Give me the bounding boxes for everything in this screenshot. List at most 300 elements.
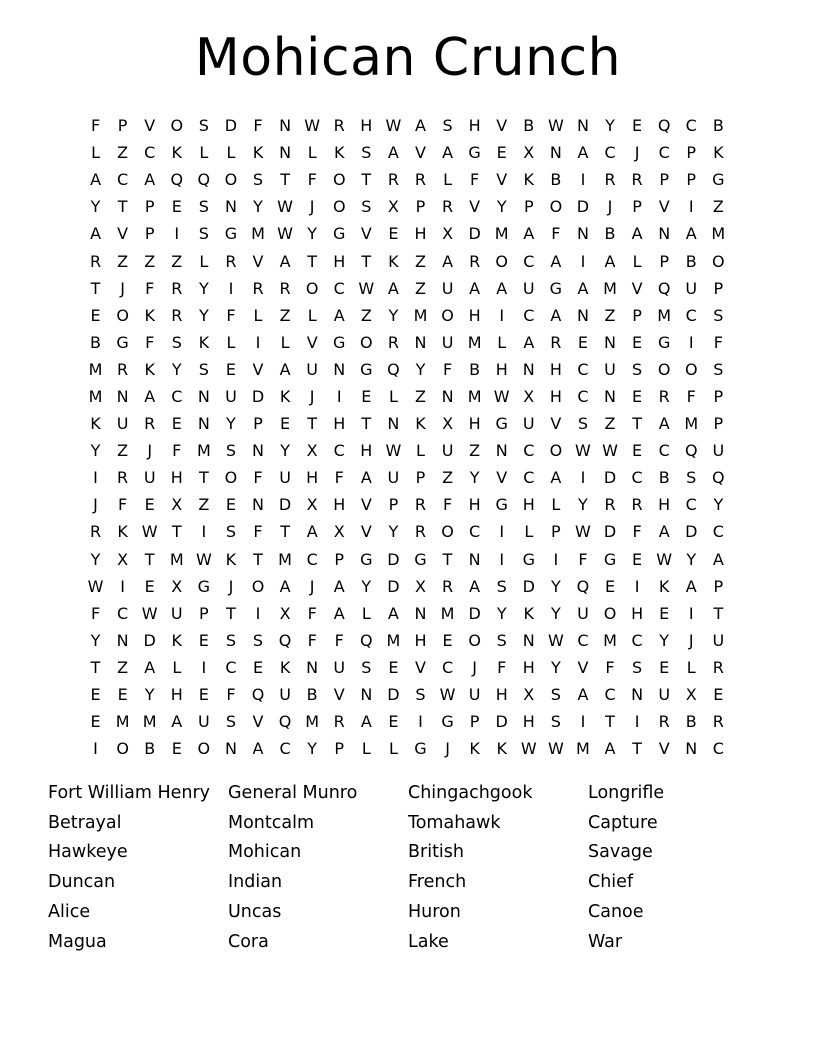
grid-letter: C bbox=[577, 386, 589, 406]
grid-letter: W bbox=[575, 522, 591, 542]
grid-letter: G bbox=[414, 549, 427, 569]
grid-letter: K bbox=[198, 332, 210, 352]
grid-letter: H bbox=[468, 414, 481, 434]
grid-letter: S bbox=[361, 657, 372, 677]
grid-letter: O bbox=[170, 116, 184, 136]
grid-letter: I bbox=[688, 332, 694, 352]
grid-letter: T bbox=[307, 414, 318, 434]
grid-letter: N bbox=[604, 386, 616, 406]
grid-letter: W bbox=[358, 278, 375, 298]
grid-letter: B bbox=[712, 116, 724, 136]
grid-letter: Z bbox=[117, 251, 129, 271]
grid-letter: X bbox=[523, 386, 535, 406]
grid-letter: Z bbox=[360, 305, 372, 325]
grid-letter: F bbox=[334, 468, 344, 488]
grid-letter: V bbox=[252, 359, 264, 379]
grid-letter: H bbox=[333, 495, 346, 515]
word-list-item: Chingachgook bbox=[408, 782, 533, 803]
grid-letter: C bbox=[685, 116, 697, 136]
grid-letter: J bbox=[309, 576, 315, 596]
grid-letter: C bbox=[712, 522, 724, 542]
grid-letter: W bbox=[141, 522, 158, 542]
grid-letter: R bbox=[658, 386, 670, 406]
grid-letter: B bbox=[550, 170, 562, 190]
grid-letter: C bbox=[631, 468, 643, 488]
grid-letter: N bbox=[252, 495, 264, 515]
grid-letter: P bbox=[415, 197, 426, 217]
grid-letter: I bbox=[93, 468, 98, 488]
word-list-item: Tomahawk bbox=[408, 812, 501, 833]
grid-letter: I bbox=[499, 549, 505, 569]
word-list-item: Indian bbox=[228, 872, 283, 893]
grid-letter: C bbox=[117, 170, 129, 190]
grid-letter: F bbox=[253, 468, 263, 488]
grid-letter: I bbox=[634, 576, 640, 596]
grid-letter: V bbox=[360, 224, 372, 244]
grid-letter: E bbox=[90, 685, 101, 705]
grid-letter: N bbox=[333, 359, 346, 379]
grid-letter: O bbox=[468, 630, 481, 650]
grid-letter: R bbox=[604, 170, 616, 190]
grid-letter: I bbox=[580, 251, 586, 271]
grid-letter: H bbox=[333, 251, 346, 271]
grid-letter: H bbox=[522, 495, 535, 515]
grid-letter: N bbox=[197, 386, 210, 406]
grid-row bbox=[82, 708, 732, 735]
grid-letter: A bbox=[577, 143, 589, 163]
grid-letter: C bbox=[685, 305, 697, 325]
grid-letter: P bbox=[388, 495, 399, 515]
grid-letter: V bbox=[252, 712, 264, 732]
grid-letter: C bbox=[712, 739, 724, 759]
grid-letter: S bbox=[171, 332, 182, 352]
grid-letter: K bbox=[713, 143, 724, 163]
grid-letter: A bbox=[387, 143, 399, 163]
grid-letter: O bbox=[116, 305, 129, 325]
grid-letter: K bbox=[279, 657, 291, 677]
grid-letter: Y bbox=[90, 441, 101, 461]
grid-letter: Y bbox=[686, 549, 697, 569]
grid-letter: S bbox=[225, 630, 236, 650]
grid-row bbox=[82, 627, 732, 654]
grid-row bbox=[82, 600, 732, 627]
grid-letter: M bbox=[386, 630, 401, 650]
grid-letter: H bbox=[468, 116, 481, 136]
grid-letter: E bbox=[388, 657, 399, 677]
grid-letter: I bbox=[93, 739, 98, 759]
grid-letter: U bbox=[143, 468, 156, 488]
grid-letter: Y bbox=[171, 359, 182, 379]
grid-letter: H bbox=[495, 359, 508, 379]
grid-letter: U bbox=[170, 603, 183, 623]
grid-letter: M bbox=[684, 414, 699, 434]
grid-letter: R bbox=[469, 251, 481, 271]
grid-letter: N bbox=[549, 143, 562, 163]
grid-letter: Z bbox=[442, 468, 454, 488]
grid-letter: A bbox=[685, 224, 697, 244]
grid-letter: I bbox=[228, 278, 234, 298]
grid-letter: E bbox=[171, 197, 182, 217]
grid-letter: E bbox=[280, 414, 291, 434]
grid-letter: A bbox=[387, 278, 399, 298]
grid-letter: K bbox=[415, 414, 426, 434]
grid-letter: D bbox=[468, 603, 481, 623]
grid-letter: R bbox=[604, 495, 616, 515]
grid-letter: N bbox=[576, 116, 589, 136]
grid-letter: H bbox=[414, 224, 427, 244]
grid-letter: O bbox=[332, 170, 346, 190]
grid-letter: S bbox=[198, 116, 209, 136]
grid-letter: N bbox=[387, 414, 400, 434]
grid-letter: I bbox=[580, 712, 586, 732]
grid-letter: M bbox=[494, 224, 509, 244]
grid-letter: M bbox=[115, 712, 130, 732]
grid-letter: W bbox=[385, 441, 402, 461]
grid-row bbox=[82, 302, 732, 329]
grid-letter: I bbox=[201, 657, 207, 677]
grid-letter: C bbox=[523, 305, 535, 325]
grid-letter: I bbox=[634, 712, 640, 732]
grid-letter: U bbox=[577, 603, 589, 623]
grid-letter: N bbox=[414, 603, 427, 623]
grid-letter: E bbox=[442, 630, 453, 650]
grid-row bbox=[82, 329, 732, 356]
word-list-item: Fort William Henry bbox=[48, 782, 211, 803]
word-list-item: Chief bbox=[588, 872, 634, 893]
grid-letter: I bbox=[688, 197, 694, 217]
page-title: Mohican Crunch bbox=[194, 28, 622, 88]
grid-letter: D bbox=[387, 685, 400, 705]
grid-letter: J bbox=[147, 441, 153, 461]
grid-letter: A bbox=[550, 251, 562, 271]
grid-letter: D bbox=[522, 576, 535, 596]
grid-letter: P bbox=[144, 197, 155, 217]
grid-letter: M bbox=[440, 603, 455, 623]
grid-letter: Y bbox=[496, 603, 507, 623]
grid-letter: O bbox=[224, 170, 238, 190]
grid-letter: L bbox=[307, 143, 317, 163]
grid-letter: R bbox=[171, 305, 183, 325]
grid-letter: L bbox=[91, 143, 100, 163]
grid-letter: Q bbox=[251, 685, 265, 705]
grid-letter: L bbox=[253, 305, 263, 325]
grid-letter: L bbox=[361, 739, 371, 759]
word-list-item: French bbox=[408, 872, 467, 893]
word-list-item: Savage bbox=[588, 842, 653, 863]
grid-letter: O bbox=[603, 603, 617, 623]
grid-letter: F bbox=[442, 495, 453, 515]
grid-letter: D bbox=[387, 576, 400, 596]
grid-letter: S bbox=[713, 305, 724, 325]
grid-letter: W bbox=[277, 197, 293, 217]
grid-letter: N bbox=[685, 739, 698, 759]
grid-letter: P bbox=[632, 197, 642, 217]
grid-letter: Q bbox=[657, 278, 671, 298]
word-list-item: Longrifle bbox=[588, 782, 665, 803]
grid-letter: W bbox=[520, 739, 537, 759]
grid-letter: Z bbox=[414, 386, 426, 406]
grid-letter: F bbox=[90, 116, 101, 136]
grid-letter: N bbox=[279, 116, 292, 136]
grid-letter: Z bbox=[279, 305, 291, 325]
grid-letter: Y bbox=[90, 197, 101, 217]
grid-letter: M bbox=[467, 332, 482, 352]
grid-letter: M bbox=[657, 305, 672, 325]
grid-letter: E bbox=[225, 359, 236, 379]
grid-letter: V bbox=[658, 197, 670, 217]
grid-letter: V bbox=[550, 414, 562, 434]
grid-letter: S bbox=[225, 712, 236, 732]
grid-letter: N bbox=[576, 224, 589, 244]
grid-letter: T bbox=[171, 522, 182, 542]
grid-letter: C bbox=[631, 630, 643, 650]
grid-letter: L bbox=[199, 143, 209, 163]
grid-letter: Z bbox=[604, 305, 616, 325]
grid-letter: N bbox=[252, 441, 264, 461]
grid-letter: G bbox=[333, 224, 346, 244]
grid-letter: E bbox=[496, 143, 507, 163]
grid-letter: F bbox=[253, 522, 263, 542]
grid-letter: Y bbox=[226, 414, 236, 434]
grid-letter: X bbox=[442, 224, 454, 244]
grid-letter: Y bbox=[605, 116, 615, 136]
grid-letter: T bbox=[90, 657, 101, 677]
grid-letter: C bbox=[171, 386, 183, 406]
grid-letter: R bbox=[225, 251, 237, 271]
grid-letter: M bbox=[603, 278, 617, 298]
grid-letter: C bbox=[144, 143, 156, 163]
grid-letter: O bbox=[657, 359, 671, 379]
word-list-item: War bbox=[588, 931, 623, 952]
grid-letter: A bbox=[387, 603, 399, 623]
grid-letter: K bbox=[469, 739, 480, 759]
grid-letter: S bbox=[496, 576, 507, 596]
grid-row bbox=[82, 437, 732, 464]
grid-letter: I bbox=[336, 386, 342, 406]
grid-letter: C bbox=[685, 495, 697, 515]
grid-letter: I bbox=[255, 603, 261, 623]
grid-letter: F bbox=[253, 116, 263, 136]
grid-letter: Y bbox=[550, 576, 561, 596]
grid-letter: M bbox=[169, 549, 184, 569]
grid-letter: Q bbox=[197, 170, 211, 190]
grid-letter: V bbox=[577, 657, 589, 677]
grid-letter: E bbox=[144, 576, 155, 596]
grid-letter: R bbox=[631, 170, 643, 190]
grid-letter: T bbox=[361, 170, 372, 190]
grid-letter: E bbox=[117, 685, 128, 705]
grid-letter: U bbox=[116, 414, 129, 434]
grid-letter: H bbox=[360, 441, 373, 461]
grid-letter: J bbox=[93, 495, 98, 515]
grid-letter: W bbox=[141, 603, 158, 623]
word-list-item: Montcalm bbox=[228, 812, 315, 833]
grid-letter: H bbox=[170, 468, 183, 488]
grid-letter: E bbox=[171, 414, 182, 434]
grid-letter: W bbox=[304, 116, 321, 136]
grid-letter: E bbox=[144, 495, 155, 515]
grid-letter: Y bbox=[144, 685, 155, 705]
grid-letter: O bbox=[332, 197, 346, 217]
grid-letter: F bbox=[307, 630, 317, 650]
grid-letter: P bbox=[686, 143, 697, 163]
grid-letter: A bbox=[685, 576, 697, 596]
grid-letter: P bbox=[523, 197, 534, 217]
grid-letter: R bbox=[712, 657, 724, 677]
grid-letter: K bbox=[523, 603, 535, 623]
grid-letter: J bbox=[634, 143, 640, 163]
grid-letter: A bbox=[279, 359, 291, 379]
grid-letter: T bbox=[280, 522, 290, 542]
grid-letter: R bbox=[89, 522, 102, 542]
grid-letter: K bbox=[171, 630, 183, 650]
grid-letter: Q bbox=[278, 712, 292, 732]
grid-letter: Y bbox=[550, 603, 561, 623]
grid-letter: M bbox=[88, 386, 103, 406]
grid-letter: B bbox=[144, 739, 156, 759]
grid-letter: X bbox=[171, 576, 183, 596]
grid-letter: I bbox=[418, 712, 423, 732]
grid-letter: P bbox=[253, 414, 263, 434]
grid-letter: L bbox=[361, 603, 371, 623]
grid-letter: F bbox=[90, 603, 101, 623]
grid-letter: Y bbox=[90, 630, 101, 650]
grid-letter: G bbox=[441, 712, 454, 732]
grid-letter: D bbox=[603, 522, 617, 542]
grid-letter: V bbox=[496, 170, 508, 190]
grid-letter: G bbox=[657, 332, 671, 352]
grid-letter: X bbox=[171, 495, 183, 515]
grid-letter: T bbox=[226, 603, 236, 623]
grid-letter: F bbox=[686, 386, 696, 406]
grid-letter: T bbox=[442, 549, 453, 569]
grid-letter: A bbox=[144, 170, 156, 190]
grid-letter: S bbox=[713, 359, 724, 379]
grid-letter: G bbox=[712, 170, 725, 190]
grid-letter: U bbox=[712, 441, 725, 461]
grid-letter: O bbox=[549, 441, 563, 461]
grid-letter: P bbox=[659, 251, 669, 271]
grid-letter: T bbox=[361, 414, 372, 434]
grid-letter: M bbox=[251, 224, 265, 244]
grid-row bbox=[82, 356, 732, 383]
grid-letter: R bbox=[144, 414, 156, 434]
grid-letter: G bbox=[333, 332, 346, 352]
grid-letter: O bbox=[305, 278, 319, 298]
grid-letter: Y bbox=[469, 468, 480, 488]
grid-letter: Q bbox=[684, 441, 698, 461]
grid-letter: E bbox=[604, 576, 616, 596]
grid-letter: R bbox=[387, 170, 399, 190]
grid-letter: H bbox=[468, 495, 481, 515]
grid-letter: E bbox=[632, 116, 643, 136]
grid-letter: F bbox=[497, 657, 507, 677]
grid-letter: U bbox=[658, 685, 671, 705]
grid-letter: F bbox=[578, 549, 588, 569]
grid-letter: M bbox=[88, 359, 103, 379]
grid-letter: O bbox=[549, 197, 563, 217]
grid-letter: A bbox=[604, 251, 616, 271]
grid-letter: G bbox=[522, 549, 535, 569]
grid-letter: G bbox=[360, 359, 373, 379]
grid-letter: G bbox=[603, 549, 617, 569]
grid-letter: S bbox=[252, 630, 264, 650]
grid-letter: W bbox=[602, 441, 618, 461]
grid-letter: U bbox=[441, 332, 454, 352]
grid-letter: K bbox=[225, 549, 237, 569]
grid-letter: Q bbox=[387, 359, 400, 379]
grid-letter: P bbox=[334, 739, 345, 759]
grid-letter: Y bbox=[388, 305, 399, 325]
grid-letter: L bbox=[280, 332, 290, 352]
grid-letter: Z bbox=[414, 278, 426, 298]
grid-letter: D bbox=[603, 468, 617, 488]
grid-letter: T bbox=[632, 739, 642, 759]
grid-letter: V bbox=[496, 468, 508, 488]
grid-letter: T bbox=[253, 549, 263, 569]
grid-letter: W bbox=[656, 549, 673, 569]
grid-letter: J bbox=[688, 630, 694, 650]
grid-letter: A bbox=[712, 549, 724, 569]
grid-letter: L bbox=[497, 332, 507, 352]
grid-letter: Q bbox=[657, 116, 671, 136]
grid-letter: A bbox=[604, 739, 616, 759]
grid-letter: A bbox=[469, 278, 481, 298]
grid-letter: S bbox=[252, 170, 264, 190]
grid-letter: C bbox=[604, 143, 616, 163]
grid-letter: U bbox=[522, 414, 535, 434]
grid-letter: R bbox=[414, 495, 427, 515]
grid-letter: A bbox=[171, 712, 183, 732]
grid-letter: C bbox=[523, 468, 535, 488]
grid-letter: W bbox=[87, 576, 104, 596]
grid-letter: O bbox=[441, 522, 454, 542]
grid-letter: E bbox=[577, 332, 588, 352]
grid-letter: D bbox=[468, 224, 481, 244]
grid-letter: T bbox=[198, 468, 209, 488]
grid-letter: U bbox=[197, 712, 210, 732]
grid-letter: U bbox=[712, 630, 725, 650]
grid-letter: C bbox=[333, 278, 345, 298]
grid-letter: S bbox=[225, 441, 236, 461]
grid-letter: K bbox=[252, 143, 264, 163]
grid-letter: C bbox=[658, 441, 670, 461]
word-list-item: Magua bbox=[48, 931, 107, 952]
grid-letter: A bbox=[577, 685, 589, 705]
grid-letter: L bbox=[388, 386, 398, 406]
grid-letter: Z bbox=[171, 251, 183, 271]
grid-letter: T bbox=[713, 603, 724, 623]
grid-letter: C bbox=[577, 630, 589, 650]
grid-letter: V bbox=[252, 251, 264, 271]
grid-letter: O bbox=[712, 251, 725, 271]
grid-letter: F bbox=[145, 332, 155, 352]
grid-letter: E bbox=[90, 305, 101, 325]
grid-letter: N bbox=[224, 197, 237, 217]
grid-letter: J bbox=[120, 278, 125, 298]
grid-letter: P bbox=[415, 468, 426, 488]
word-list-item: Hawkeye bbox=[48, 842, 128, 863]
grid-letter: L bbox=[388, 739, 398, 759]
grid-letter: A bbox=[577, 278, 589, 298]
grid-letter: B bbox=[658, 468, 670, 488]
grid-letter: R bbox=[89, 251, 102, 271]
grid-letter: R bbox=[387, 332, 399, 352]
grid-letter: E bbox=[198, 630, 209, 650]
grid-letter: A bbox=[279, 251, 291, 271]
grid-letter: W bbox=[439, 685, 456, 705]
word-list-item: Alice bbox=[48, 902, 91, 923]
